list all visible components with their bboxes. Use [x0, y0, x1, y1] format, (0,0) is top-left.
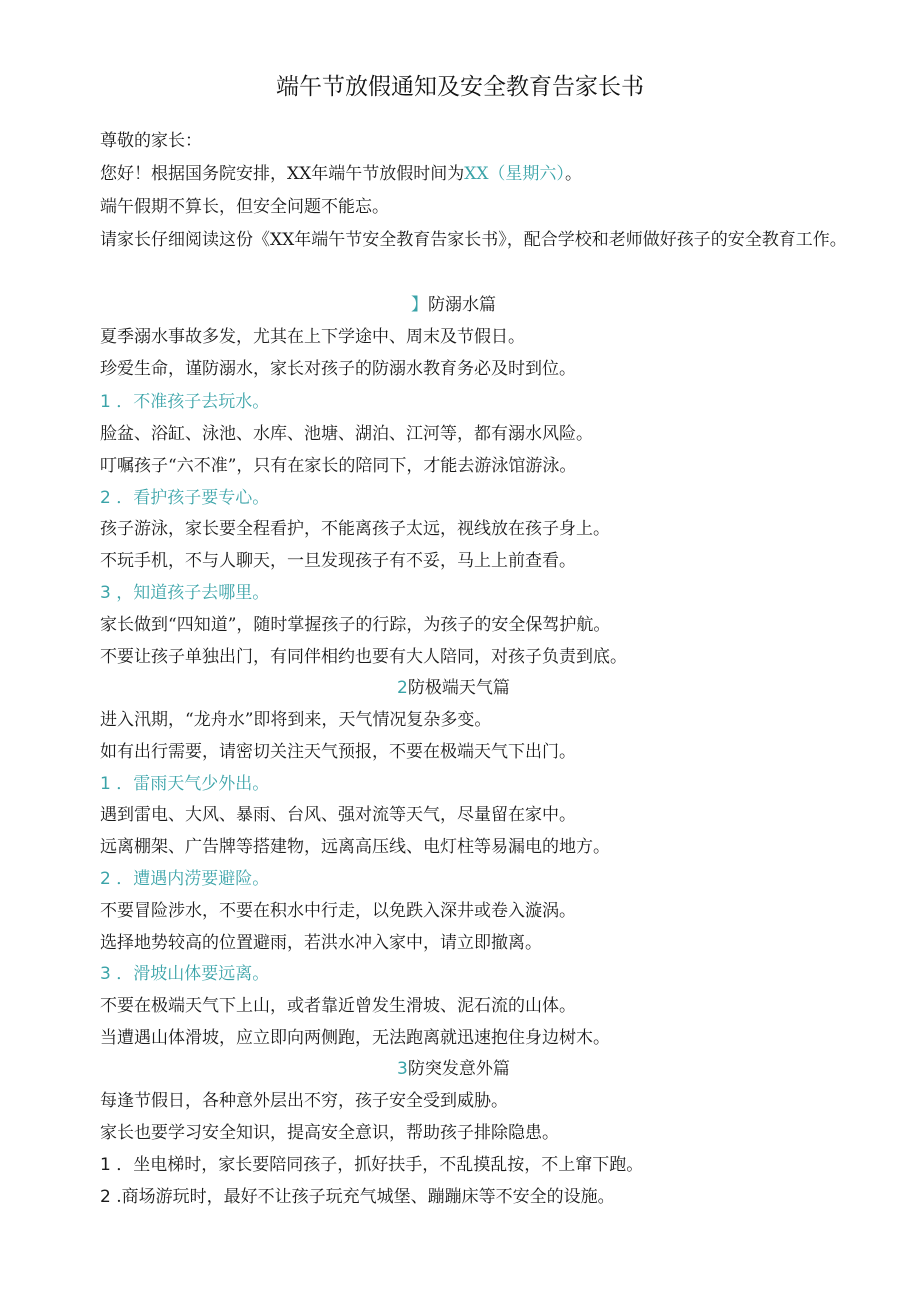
- section-marker: 3: [397, 1059, 408, 1079]
- item-number: 3: [100, 964, 111, 984]
- paragraph-line: 如有出行需要，请密切关注天气预报，不要在极端天气下出门。: [100, 742, 576, 762]
- item-number: 1: [100, 1155, 111, 1175]
- section-marker: 】: [411, 295, 428, 315]
- item-number: 3: [100, 583, 111, 603]
- paragraph-line: 进入汛期，“龙舟水”即将到来，天气情况复杂多变。: [100, 710, 492, 730]
- paragraph-line: 不玩手机，不与人聊天，一旦发现孩子有不妥，马上上前查看。: [100, 551, 576, 571]
- intro-line-1-pre: 您好！根据国务院安排，XX年端午节放假时间为: [100, 164, 465, 184]
- paragraph-line: 遇到雷电、大风、暴雨、台风、强对流等天气，尽量留在家中。: [100, 805, 576, 825]
- paragraph-line: 选择地势较高的位置避雨，若洪水冲入家中，请立即撤离。: [100, 933, 542, 953]
- section-title: 防突发意外篇: [407, 1059, 510, 1079]
- paragraph-line: 当遭遇山体滑坡，应立即向两侧跑，无法跑离就迅速抱住身边树木。: [100, 1028, 610, 1048]
- paragraph-line: 叮嘱孩子“六不准”，只有在家长的陪同下，才能去游泳馆游泳。: [100, 456, 577, 476]
- list-item-heading: [100, 868, 269, 890]
- list-item-heading: [100, 582, 269, 604]
- list-item: [100, 1154, 643, 1176]
- paragraph-line: 孩子游泳，家长要全程看护，不能离孩子太远，视线放在孩子身上。: [100, 519, 610, 539]
- intro-line-1-post: 。: [564, 164, 582, 184]
- item-number: 2: [100, 869, 111, 889]
- item-text: ．坐电梯时，家长要陪同孩子，抓好扶手，不乱摸乱按，不上窜下跑。: [116, 1155, 644, 1175]
- item-text: ．遭遇内涝要避险。: [116, 869, 270, 889]
- paragraph-line: 珍爱生命，谨防溺水，家长对孩子的防溺水教育务必及时到位。: [100, 359, 576, 379]
- paragraph-line: 夏季溺水事故多发，尤其在上下学途中、周末及节假日。: [100, 327, 525, 347]
- section-title: 防极端天气篇: [407, 678, 510, 698]
- holiday-date: XX（星期六）: [464, 164, 565, 184]
- item-number: 1: [100, 392, 111, 412]
- intro-line-2: 端午假期不算长，但安全问题不能忘。: [100, 197, 389, 217]
- item-number: 2: [100, 488, 111, 508]
- section-marker: 2: [397, 678, 408, 698]
- list-item-heading: [100, 391, 269, 413]
- item-text: .商场游玩时，最好不让孩子玩充气城堡、蹦蹦床等不安全的设施。: [116, 1187, 615, 1207]
- paragraph-line: 每逢节假日，各种意外层出不穷，孩子安全受到威胁。: [100, 1091, 508, 1111]
- section-title: 防溺水篇: [428, 295, 496, 315]
- item-text: ．雷雨天气少外出。: [116, 774, 270, 794]
- paragraph-line: 家长做到“四知道”，随时掌握孩子的行踪，为孩子的安全保驾护航。: [100, 615, 611, 635]
- intro-line-1: [100, 163, 582, 185]
- paragraph-line: 远离棚架、广告牌等搭建物，远离高压线、电灯柱等易漏电的地方。: [100, 837, 610, 857]
- paragraph-line: 不要在极端天气下上山，或者靠近曾发生滑坡、泥石流的山体。: [100, 996, 576, 1016]
- item-text: ．滑坡山体要远离。: [116, 964, 270, 984]
- paragraph-line: 不要冒险涉水，不要在积水中行走，以免跌入深井或卷入漩涡。: [100, 901, 576, 921]
- intro-line-3: 请家长仔细阅读这份《XX年端午节安全教育告家长书》，配合学校和老师做好孩子的安全教育工作。: [100, 230, 847, 250]
- list-item-heading: [100, 773, 269, 795]
- document-title: 端午节放假通知及安全教育告家长书: [276, 74, 644, 100]
- section-heading-weather: [397, 677, 510, 699]
- item-number: 2: [100, 1187, 111, 1207]
- paragraph-line: 家长也要学习安全知识，提高安全意识，帮助孩子排除隐患。: [100, 1123, 559, 1143]
- item-number: 1: [100, 774, 111, 794]
- item-text: ．不准孩子去玩水。: [116, 392, 270, 412]
- paragraph-line: 脸盆、浴缸、泳池、水库、池塘、湖泊、江河等，都有溺水风险。: [100, 424, 593, 444]
- section-heading-drowning: [411, 294, 496, 316]
- item-text: ．看护孩子要专心。: [116, 488, 270, 508]
- item-text: ，知道孩子去哪里。: [116, 583, 270, 603]
- list-item: [100, 1186, 615, 1208]
- list-item-heading: [100, 963, 269, 985]
- greeting: 尊敬的家长：: [100, 131, 202, 151]
- section-heading-accidents: [397, 1058, 510, 1080]
- paragraph-line: 不要让孩子单独出门，有同伴相约也要有大人陪同，对孩子负责到底。: [100, 647, 627, 667]
- list-item-heading: [100, 487, 269, 509]
